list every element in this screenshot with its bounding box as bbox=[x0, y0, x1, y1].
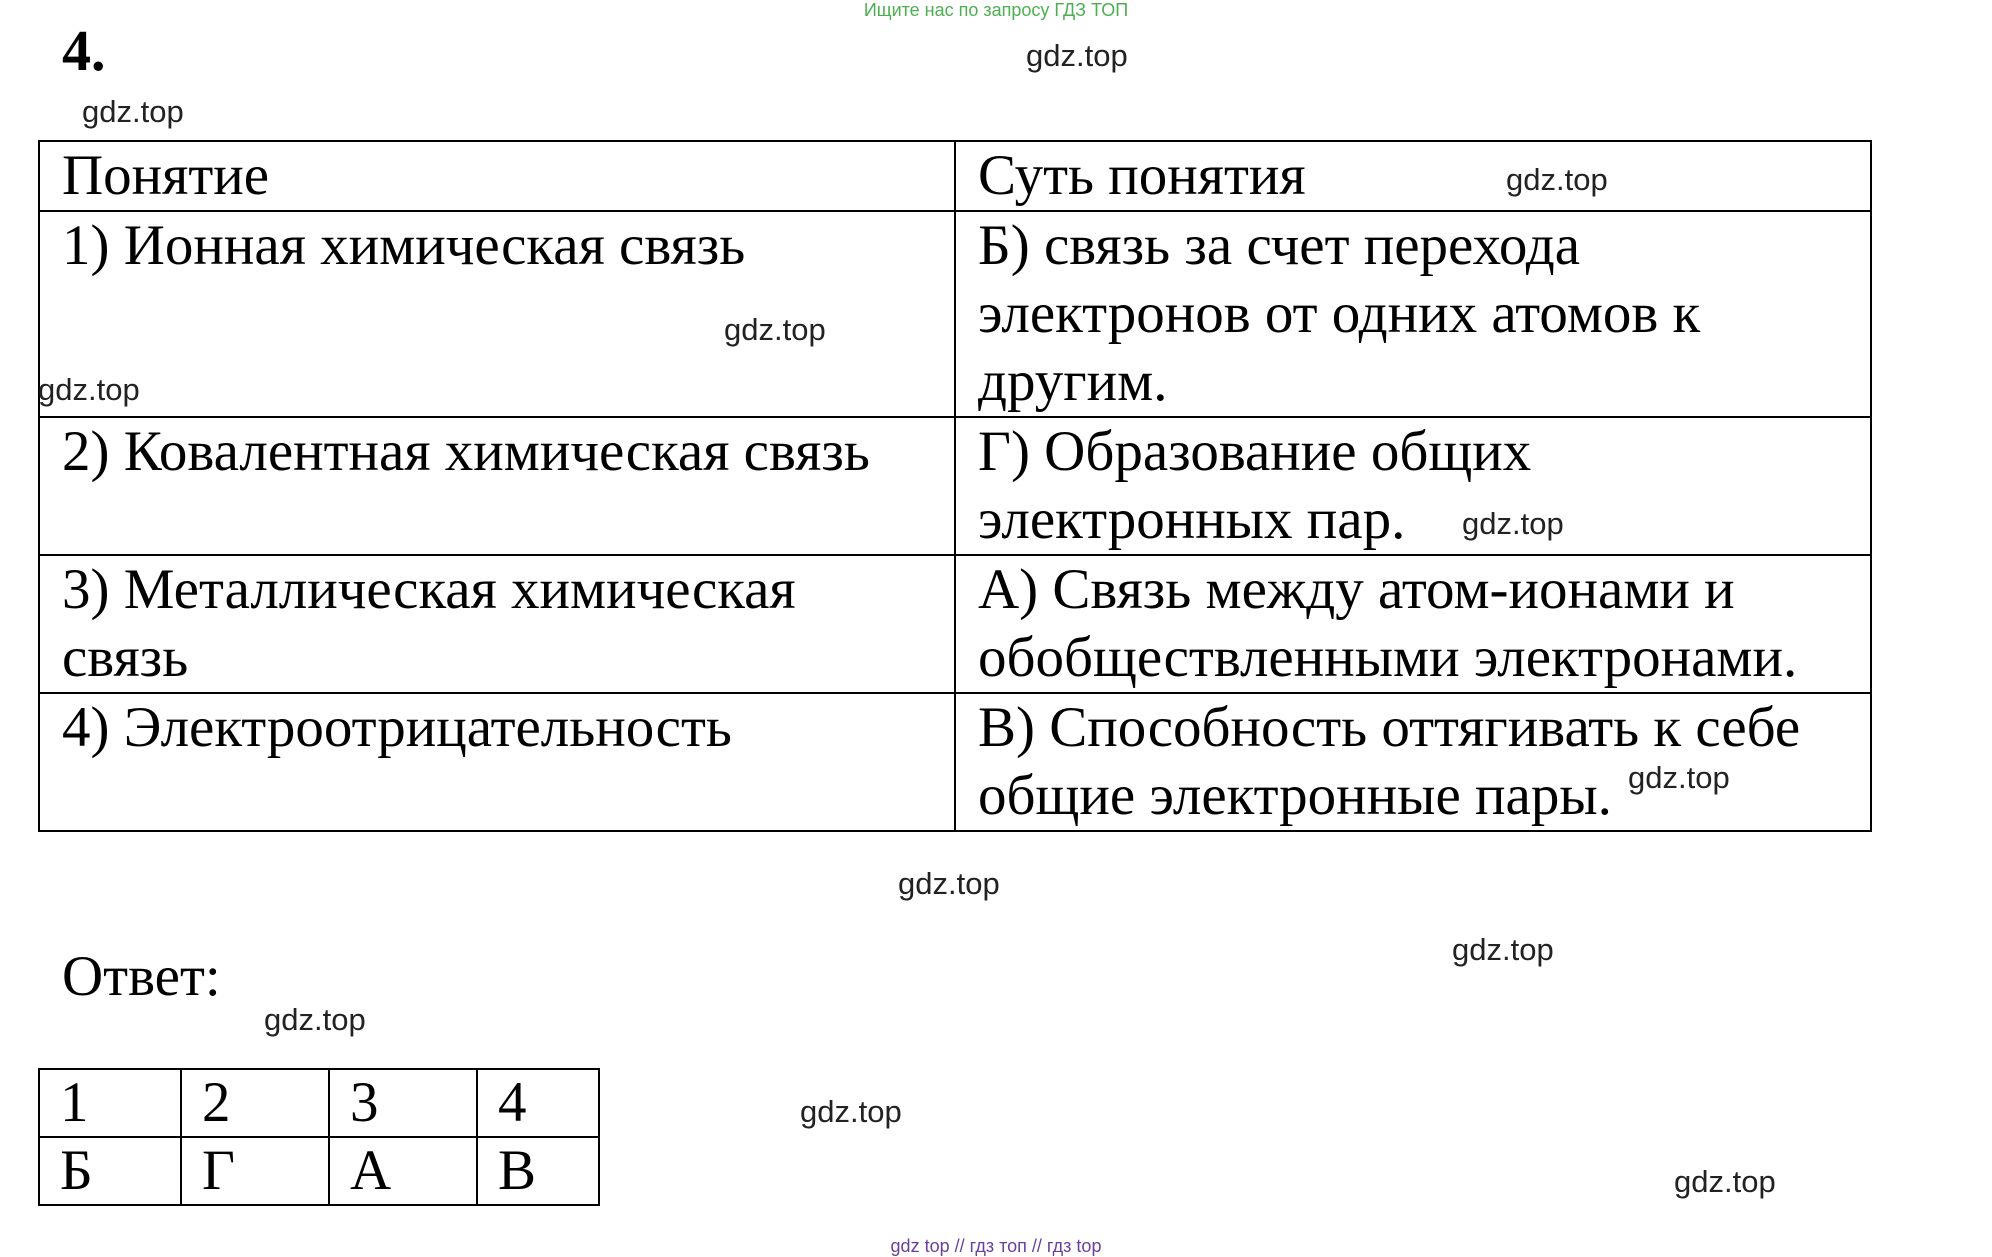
table-row bbox=[39, 417, 1871, 555]
meaning-cell: А) Связь между атом-ионами и обобществленными электронами. bbox=[955, 555, 1871, 693]
meaning-cell: В) Способность оттягивать к себе общие электронные пары. bbox=[955, 693, 1871, 831]
concept-cell: 3) Металлическая химическая связь bbox=[39, 555, 955, 693]
watermark: gdz.top bbox=[82, 94, 184, 129]
answer-letter: Г bbox=[181, 1137, 329, 1205]
matching-table bbox=[38, 140, 1872, 832]
answer-number: 1 bbox=[39, 1069, 181, 1137]
concept-cell: 4) Электроотрицательность bbox=[39, 693, 955, 831]
watermark: gdz.top bbox=[264, 1002, 366, 1037]
watermark: gdz.top bbox=[898, 866, 1000, 901]
header-concept: Понятие bbox=[39, 141, 955, 211]
answer-table bbox=[38, 1068, 600, 1206]
concept-cell: 2) Ковалентная химическая связь bbox=[39, 417, 955, 555]
answer-letters-row bbox=[39, 1137, 599, 1205]
answer-letter: В bbox=[477, 1137, 599, 1205]
watermark: gdz.top bbox=[1506, 162, 1608, 197]
watermark: gdz.top bbox=[800, 1094, 902, 1129]
answer-number: 4 bbox=[477, 1069, 599, 1137]
watermark: gdz.top bbox=[1026, 38, 1128, 73]
watermark: gdz.top bbox=[1628, 760, 1730, 795]
answer-label: Ответ: bbox=[62, 945, 221, 1008]
answer-number: 2 bbox=[181, 1069, 329, 1137]
header-meaning: Суть понятия bbox=[955, 141, 1871, 211]
watermark: gdz.top bbox=[1452, 932, 1554, 967]
watermark: gdz.top bbox=[1462, 506, 1564, 541]
footer-links[interactable]: gdz top // гдз топ // гдз top bbox=[890, 1236, 1102, 1256]
table-row bbox=[39, 693, 1871, 831]
answer-number: 3 bbox=[329, 1069, 477, 1137]
watermark: gdz.top bbox=[1674, 1164, 1776, 1199]
answer-letter: А bbox=[329, 1137, 477, 1205]
concept-cell: 1) Ионная химическая связь bbox=[39, 211, 955, 417]
answer-letter: Б bbox=[39, 1137, 181, 1205]
top-banner[interactable]: Ищите нас по запросу ГДЗ ТОП bbox=[863, 0, 1129, 20]
meaning-cell: Б) связь за счет перехода электронов от одних атомов к другим. bbox=[955, 211, 1871, 417]
table-row bbox=[39, 211, 1871, 417]
meaning-cell: Г) Образование общих электронных пар. bbox=[955, 417, 1871, 555]
watermark: gdz.top bbox=[38, 372, 140, 407]
table-row bbox=[39, 555, 1871, 693]
task-number: 4. bbox=[62, 18, 106, 83]
watermark: gdz.top bbox=[724, 312, 826, 347]
answer-numbers-row bbox=[39, 1069, 599, 1137]
